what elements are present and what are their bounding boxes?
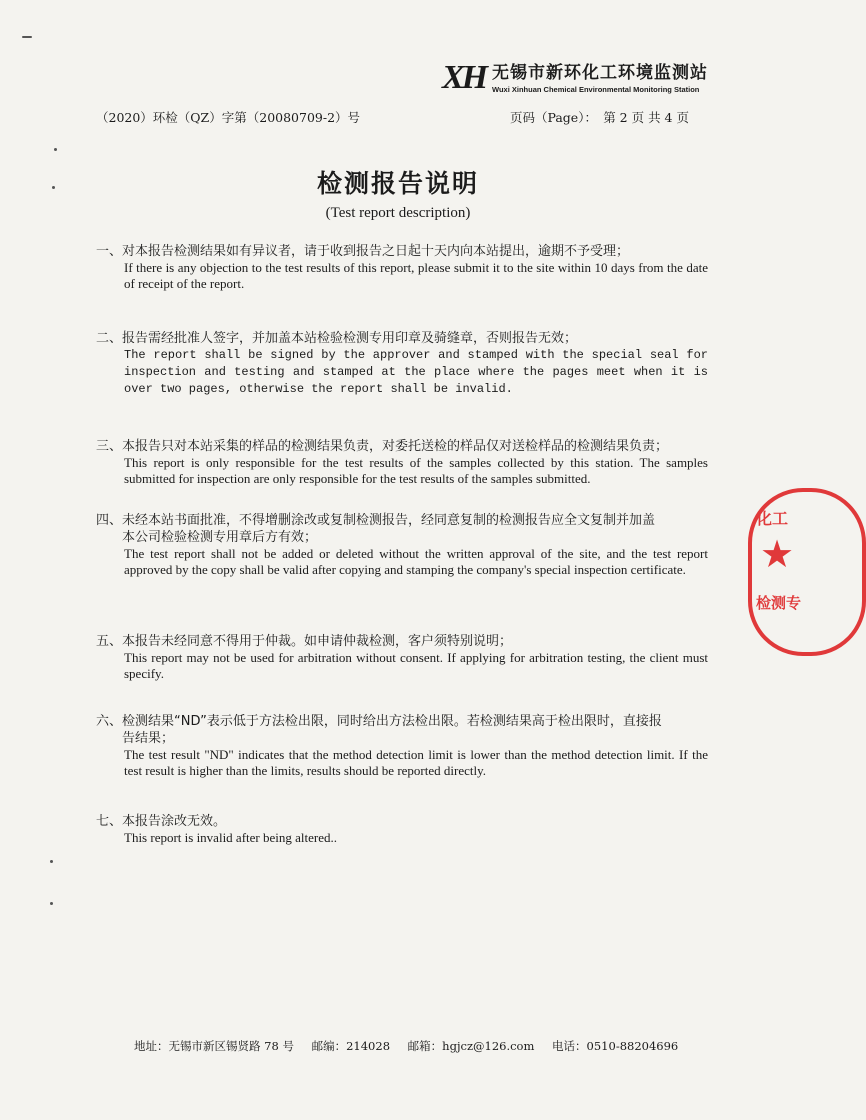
clause-en: This report is invalid after being altered.. bbox=[124, 830, 337, 845]
clause-cn-line: 告结果； bbox=[122, 731, 175, 746]
clause-en: The report shall be signed by the approver and stamped with the special seal for inspection and testing and stamped at the place where the pages meet when it is over two pages, otherwise the report shall be invalid. bbox=[124, 348, 708, 396]
clause-en: This report may not be used for arbitration without consent. If applying for arbitration testing, the client must specify. bbox=[124, 650, 708, 681]
clause-number: 二、 bbox=[96, 331, 123, 346]
footer-address: 地址：无锡市新区锡贤路 78 号 bbox=[134, 1039, 294, 1053]
clause-cn-line: 报告需经批准人签字，并加盖本站检验检测专用印章及骑缝章，否则报告无效； bbox=[122, 331, 578, 346]
clause-cn-line: 本报告未经同意不得用于仲裁。如申请仲裁检测，客户须特别说明； bbox=[122, 634, 513, 649]
scan-speck bbox=[50, 902, 53, 905]
footer-phone: 电话：0510-88204696 bbox=[552, 1039, 679, 1053]
footer-postcode: 邮编：214028 bbox=[311, 1039, 391, 1053]
clause-cn-line: 本报告只对本站采集的样品的检测结果负责，对委托送检的样品仅对送检样品的检测结果负责； bbox=[122, 439, 669, 454]
clause-5 bbox=[96, 633, 708, 682]
clause-2 bbox=[96, 330, 708, 398]
scan-speck bbox=[54, 148, 57, 151]
star-icon: ★ bbox=[760, 532, 795, 576]
clause-en: The test result "ND" indicates that the method detection limit is lower than the method detection limit. If the test result is higher than the limits, results should be reported directly. bbox=[124, 747, 708, 778]
clause-cn bbox=[96, 633, 708, 650]
clause-cn-line: 本报告涂改无效。 bbox=[122, 814, 227, 829]
seal-top-text: 化工 bbox=[756, 509, 789, 528]
logo-station-name-en: Wuxi Xinhuan Chemical Environmental Monitoring Station bbox=[492, 85, 700, 94]
scan-speck bbox=[50, 860, 53, 863]
clause-cn bbox=[96, 813, 708, 830]
report-number: （2020）环检（QZ）字第（20080709-2）号 bbox=[96, 110, 361, 125]
clause-cn bbox=[96, 713, 708, 747]
scan-speck bbox=[52, 186, 55, 189]
page-number: 页码（Page）： 第 2 页 共 4 页 bbox=[510, 110, 689, 125]
seal-bottom-text: 检测专 bbox=[756, 594, 802, 612]
official-seal bbox=[748, 488, 866, 656]
clause-en: The test report shall not be added or deleted without the written approval of the site, and the test report approved by the copy shall be valid after copying and stamping the company's special inspection certificate. bbox=[124, 546, 708, 577]
clause-cn-line: 本公司检验检测专用章后方有效； bbox=[122, 530, 318, 545]
logo-mark: XH bbox=[442, 59, 486, 96]
clause-cn bbox=[96, 330, 708, 347]
clause-en: This report is only responsible for the test results of the samples collected by this station. The samples submitted for inspection are only responsible for the test results of the samples submitted. bbox=[124, 455, 708, 486]
clause-number: 七、 bbox=[96, 814, 123, 829]
clause-6 bbox=[96, 713, 708, 779]
contact-footer bbox=[134, 1038, 692, 1054]
clause-cn-line: 对本报告检测结果如有异议者，请于收到报告之日起十天内向本站提出，逾期不予受理； bbox=[122, 244, 630, 259]
clause-1 bbox=[96, 243, 708, 292]
clause-number: 一、 bbox=[96, 244, 123, 259]
clause-number: 六、 bbox=[96, 714, 123, 729]
scan-speck bbox=[22, 36, 32, 38]
clause-number: 五、 bbox=[96, 634, 123, 649]
footer-email: 邮箱：hgjcz@126.com bbox=[407, 1039, 535, 1053]
clause-cn-line: 未经本站书面批准，不得增删涂改或复制检测报告，经同意复制的检测报告应全文复制并加盖 bbox=[122, 513, 656, 528]
clause-cn bbox=[96, 438, 708, 455]
clause-4 bbox=[96, 512, 708, 578]
logo-station-name-cn: 无锡市新环化工环境监测站 bbox=[492, 63, 708, 83]
clause-cn-line: 检测结果“ND”表示低于方法检出限，同时给出方法检出限。若检测结果高于检出限时，直接报 bbox=[122, 714, 662, 729]
page-subtitle: (Test report description) bbox=[325, 205, 471, 221]
clause-cn bbox=[96, 243, 708, 260]
clause-en: If there is any objection to the test results of this report, please submit it to the site within 10 days from the date of receipt of the report. bbox=[124, 260, 708, 291]
page-title: 检测报告说明 bbox=[316, 169, 479, 198]
clause-cn bbox=[96, 512, 708, 546]
station-logo bbox=[442, 60, 712, 100]
clause-number: 四、 bbox=[96, 513, 123, 528]
clause-3 bbox=[96, 438, 708, 487]
clause-7 bbox=[96, 813, 708, 846]
clause-number: 三、 bbox=[96, 439, 123, 454]
